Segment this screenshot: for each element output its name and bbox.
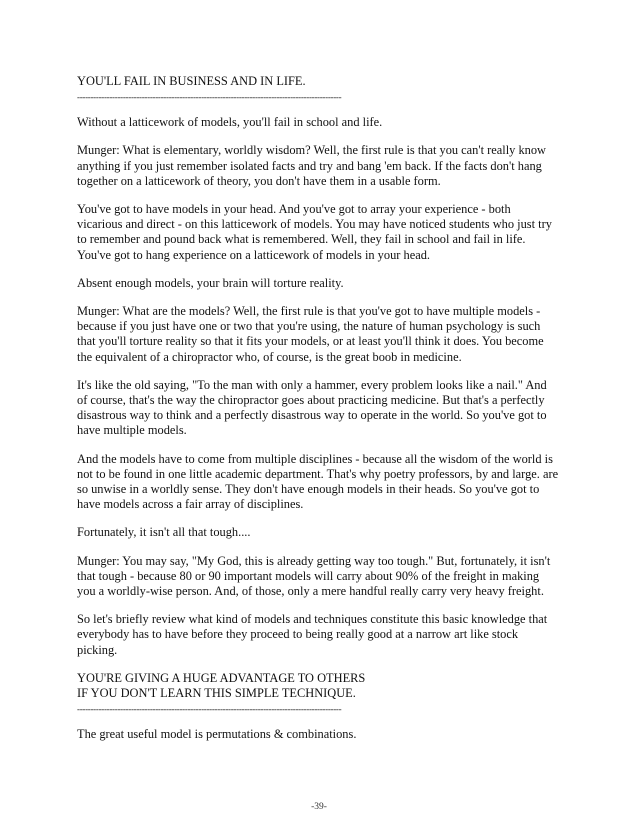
section-heading	[77, 671, 567, 701]
text-line: Munger: What is elementary, worldly wisdom? Well, the first rule is that you can't really know	[77, 143, 546, 158]
text-line: together on a latticework of theory, you don't have them in a usable form.	[77, 173, 441, 188]
text-line: the equivalent of a chiropractor who, of course, is the great boob in medicine.	[77, 349, 462, 364]
dashed-rule: --------------------------------------------------------------------------------------------------	[77, 92, 342, 103]
paragraph	[77, 525, 567, 540]
document-body	[77, 74, 567, 756]
text-line: The great useful model is permutations & combinations.	[77, 727, 357, 742]
text-line: have multiple models.	[77, 423, 187, 438]
paragraph	[77, 143, 567, 189]
paragraph	[77, 115, 567, 130]
text-line: Munger: What are the models? Well, the first rule is that you've got to have multiple models -	[77, 304, 541, 319]
paragraph	[77, 554, 567, 600]
text-line: of course, that's the way the chiropractor goes about practicing medicine. But that's a perfectly	[77, 393, 545, 408]
text-line: not to be found in one little academic department. That's why poetry professors, by and large. are	[77, 466, 559, 481]
text-line: And the models have to come from multiple disciplines - because all the wisdom of the world is	[77, 451, 553, 466]
text-line: vicarious and direct - on this latticework of models. You may have noticed students who just try	[77, 217, 552, 232]
paragraph	[77, 727, 567, 742]
text-line: Munger: You may say, "My God, this is already getting way too tough." But, fortunately, it isn't	[77, 553, 551, 568]
paragraph-group	[77, 727, 567, 742]
paragraph	[77, 378, 567, 439]
text-line: because if you just have one or two that you're using, the nature of human psychology is such	[77, 319, 541, 334]
paragraph	[77, 452, 567, 513]
text-line: You've got to hang experience on a latticework of models in your head.	[77, 247, 430, 262]
text-line: So let's briefly review what kind of models and techniques constitute this basic knowledge that	[77, 612, 548, 627]
paragraph	[77, 304, 567, 365]
text-line: that you'll torture reality so that it fits your models, or at least you'll think it does. You become	[77, 334, 544, 349]
text-line: disastrous way to think and a perfectly disastrous way to operate in the world. So you've got to	[77, 408, 547, 423]
text-line: picking.	[77, 642, 118, 657]
paragraph	[77, 612, 567, 658]
text-line: You've got to have models in your head. And you've got to array your experience - both	[77, 202, 511, 217]
text-line: so unwise in a worldly sense. They don't have enough models in their heads. So you've got to	[77, 482, 540, 497]
paragraph-group	[77, 115, 567, 658]
page-number: -39-	[311, 802, 327, 812]
section-heading	[77, 74, 567, 89]
text-line: that tough - because 80 or 90 important models will carry about 90% of the freight in making	[77, 568, 540, 583]
dashed-rule: --------------------------------------------------------------------------------------------------	[77, 704, 342, 715]
text-line: anything if you just remember isolated facts and try and bang 'em back. If the facts don't hang	[77, 158, 542, 173]
section-divider	[77, 703, 567, 715]
text-line: Without a latticework of models, you'll fail in school and life.	[77, 115, 383, 130]
text-line: YOU'RE GIVING A HUGE ADVANTAGE TO OTHERS	[77, 670, 366, 685]
text-line: everybody has to have before they proceed to being really good at a narrow art like stock	[77, 627, 519, 642]
text-line: you a worldly-wise person. And, of those, only a mere handful really carry very heavy freight.	[77, 584, 544, 599]
text-line: Fortunately, it isn't all that tough....	[77, 525, 251, 540]
text-line: Absent enough models, your brain will torture reality.	[77, 275, 344, 290]
paragraph	[77, 276, 567, 291]
text-line: to remember and pound back what is remembered. Well, they fail in school and fail in life.	[77, 232, 526, 247]
text-line: IF YOU DON'T LEARN THIS SIMPLE TECHNIQUE.	[77, 686, 356, 701]
text-line: YOU'LL FAIL IN BUSINESS AND IN LIFE.	[77, 74, 306, 88]
text-line: It's like the old saying, "To the man with only a hammer, every problem looks like a nail." And	[77, 377, 547, 392]
paragraph	[77, 202, 567, 263]
text-line: have models across a fair array of disciplines.	[77, 497, 304, 512]
section-divider	[77, 91, 567, 103]
